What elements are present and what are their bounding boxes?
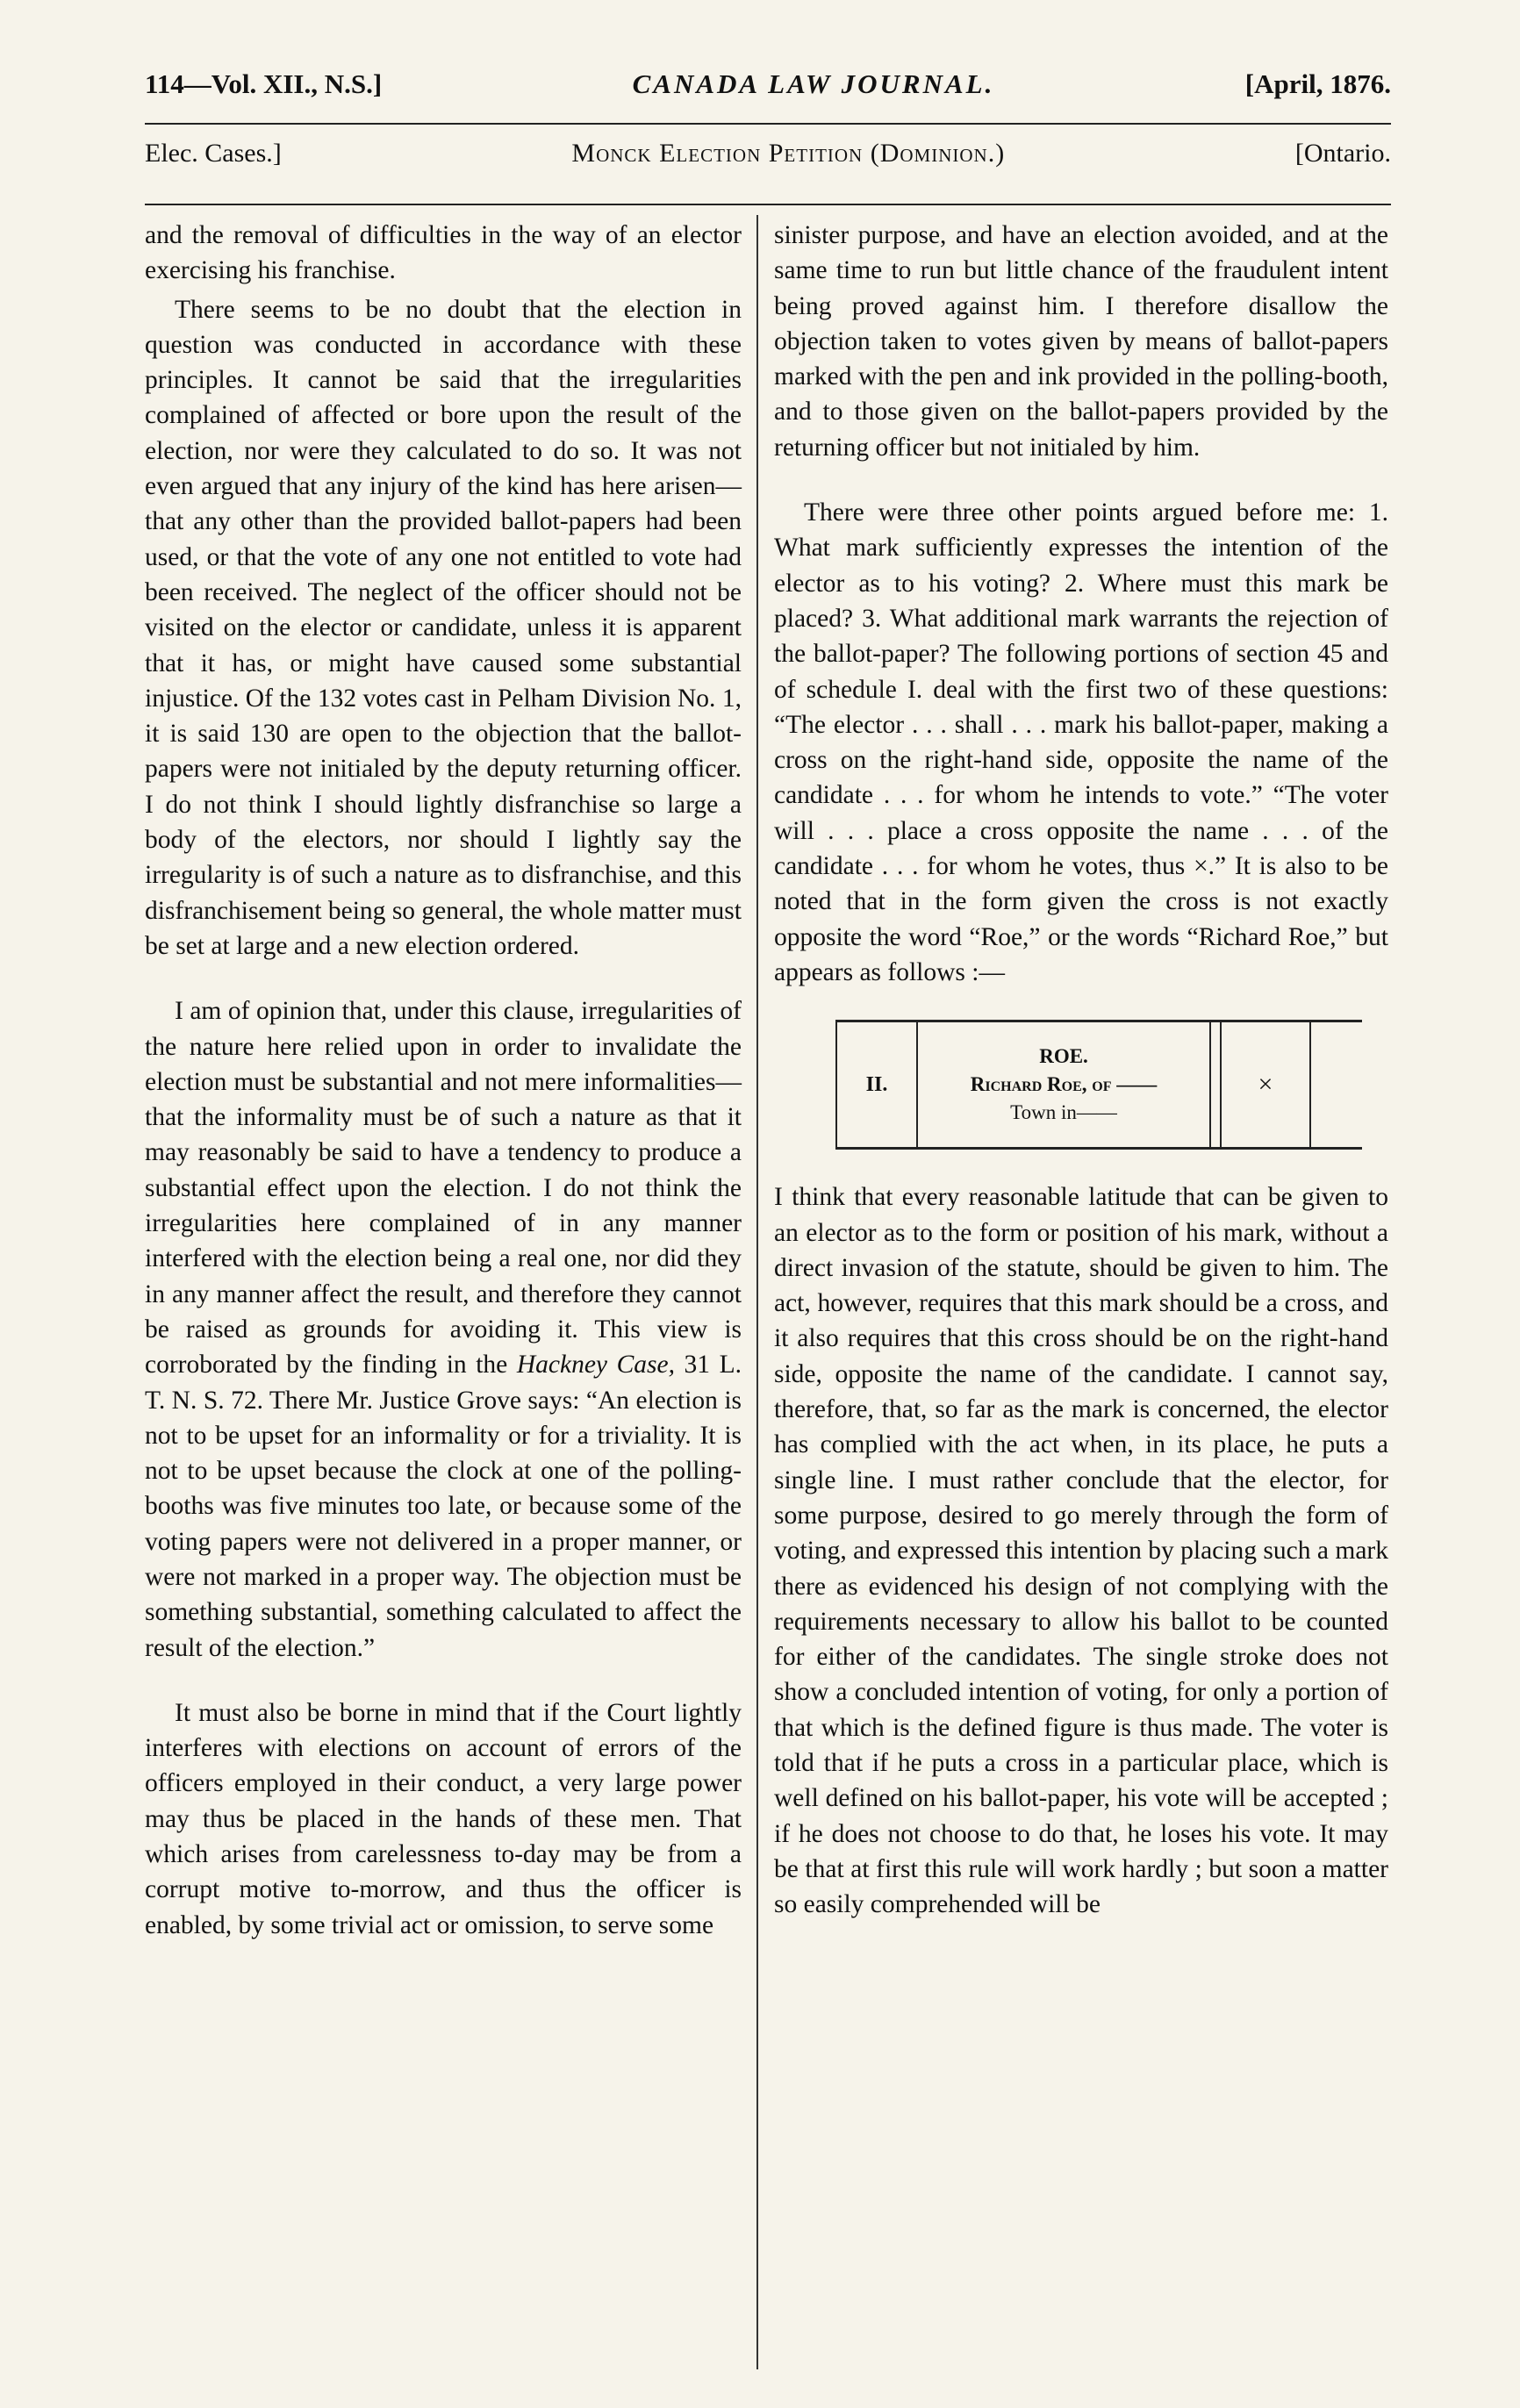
section-rule [145, 204, 1391, 205]
ballot-spacer [1211, 1022, 1222, 1147]
section-left: Elec. Cases.] [145, 139, 282, 168]
ballot-candidate [918, 1022, 1211, 1147]
paragraph-text: 31 L. T. N. S. 72. There Mr. Justice Grove says: “An election is not to be upset for an informality or for a triviality. It is not to be upset because the clock at one of the polling-booths was five minutes too late, or because some of the voting papers were not delivered in a proper manner, or were not marked in a proper way. The objection must be something substantial, something calculated to affect the result of the election.” [145, 1351, 742, 1662]
paragraph [145, 993, 742, 1666]
paragraph: and the removal of difficulties in the way of an elector exercising his franchise. [145, 221, 742, 285]
paragraph-text: I am of opinion that, under this clause, irregularities of the nature here relied upon in order to invalidate the election must be substantial and not mere informalities—that the informality must be of such a nature as that it may reasonably be said to have a tendency to produce a substantial effect upon the election. I do not think the irregularities here complained of in any manner interfered with the election being a real one, nor did they in any manner affect the result, and therefore they cannot be raised as grounds for avoiding it. This view is corroborated by the finding in the [145, 997, 742, 1380]
section-title: Monck Election Petition (Dominion.) [571, 139, 1006, 168]
ballot-number: II. [835, 1022, 918, 1147]
candidate-surname: ROE. [1039, 1045, 1088, 1068]
journal-title: CANADA LAW JOURNAL. [632, 68, 995, 99]
issue-date: [April, 1876. [1244, 68, 1391, 99]
paragraph: I think that every reasonable latitude that can be given to an elector as to the form or position of his mark, without a direct invasion of the statute, should be given to him. The act, however, requires that this mark should be a cross, and it also requires that this cross should be on the right-hand side, opposite the name of the candidate. I cannot say, therefore, that, so far as the mark is concerned, the elector has complied with the act when, in its place, he puts a single line. I must rather conclude that the elector, for some purpose, desired to go merely through the form of voting, and expressed this intention by placing such a mark there as evidenced his design of not complying with the requirements necessary to allow his ballot to be counted for either of the candidates. The single stroke does not show a concluded intention of voting, for only a portion of that which is the defined figure is thus made. The voter is told that if he puts a cross in a particular place, which is well defined on his ballot-paper, his vote will be accepted ; if he does not choose to do that, he loses his vote. It may be that at first this rule will work hardly ; but soon a matter so easily comprehended will be [774, 1183, 1388, 1919]
running-head [145, 68, 1391, 121]
candidate-town: Town in—— [1010, 1101, 1117, 1124]
candidate-full-name: Richard Roe, of —— [970, 1073, 1158, 1096]
ballot-cross-mark: × [1222, 1022, 1311, 1147]
page-volume: 114—Vol. XII., N.S.] [145, 68, 383, 99]
paragraph: There seems to be no doubt that the election in question was conducted in accordance with these principles. It cannot be said that the irregularities complained of affected or bore upon the result of the election, nor were they calculated to do so. It was not even argued that any injury of the kind has here arisen—that any other than the provided ballot-papers had been used, or that the vote of any one not entitled to vote had been received. The neglect of the officer should not be visited on the elector or candidate, unless it is apparent that it has, or might have caused some substantial injustice. Of the 132 votes cast in Pelham Division No. 1, it is said 130 are open to the objection that the ballot-papers were not initialed by the deputy returning officer. I do not think I should lightly disfranchise so large a body of the electors, nor should I lightly say the irregularity is of such a nature as to disfranchise, and this disfranchisement being so general, the whole matter must be set at large and a new election ordered. [145, 295, 742, 960]
left-column [145, 218, 742, 1973]
paragraph: It must also be borne in mind that if the Court lightly interferes with elections on account of errors of the officers employed in their conduct, a very large power may thus be placed in the hands of these men. That which arises from carelessness to-day may be from a corrupt motive to-morrow, and thus the officer is enabled, by some trivial act or omission, to serve some [145, 1698, 742, 1939]
case-name: Hackney Case, [516, 1351, 675, 1380]
ballot-form-example [835, 1020, 1362, 1150]
right-column [774, 218, 1388, 1952]
paragraph: sinister purpose, and have an election avoided, and at the same time to run but little chance of the fraudulent intent being proved against him. I therefore disallow the objection taken to votes given by means of ballot-papers marked with the pen and ink provided in the polling-booth, and to those given on the ballot-papers provided by the returning officer but not initialed by him. [774, 221, 1388, 462]
section-header [145, 139, 1391, 183]
column-divider [756, 215, 758, 2369]
header-rule [145, 123, 1391, 125]
paragraph: There were three other points argued before me: 1. What mark sufficiently expresses the intention of the elector as to his voting? 2. Where must this mark be placed? 3. What additional mark warrants the rejection of the ballot-paper? The following portions of section 45 and of schedule I. deal with the first two of these questions: “The elector . . . shall . . . mark his ballot-paper, making a cross on the right-hand side, opposite the name of the candidate . . . for whom he intends to vote.” “The voter will . . . place a cross opposite the name . . . of the candidate . . . for whom he votes, thus ×.” It is also to be noted that in the form given the cross is not exactly opposite the word “Roe,” or the words “Richard Roe,” but appears as follows :— [774, 498, 1388, 986]
section-right: [Ontario. [1294, 139, 1391, 168]
